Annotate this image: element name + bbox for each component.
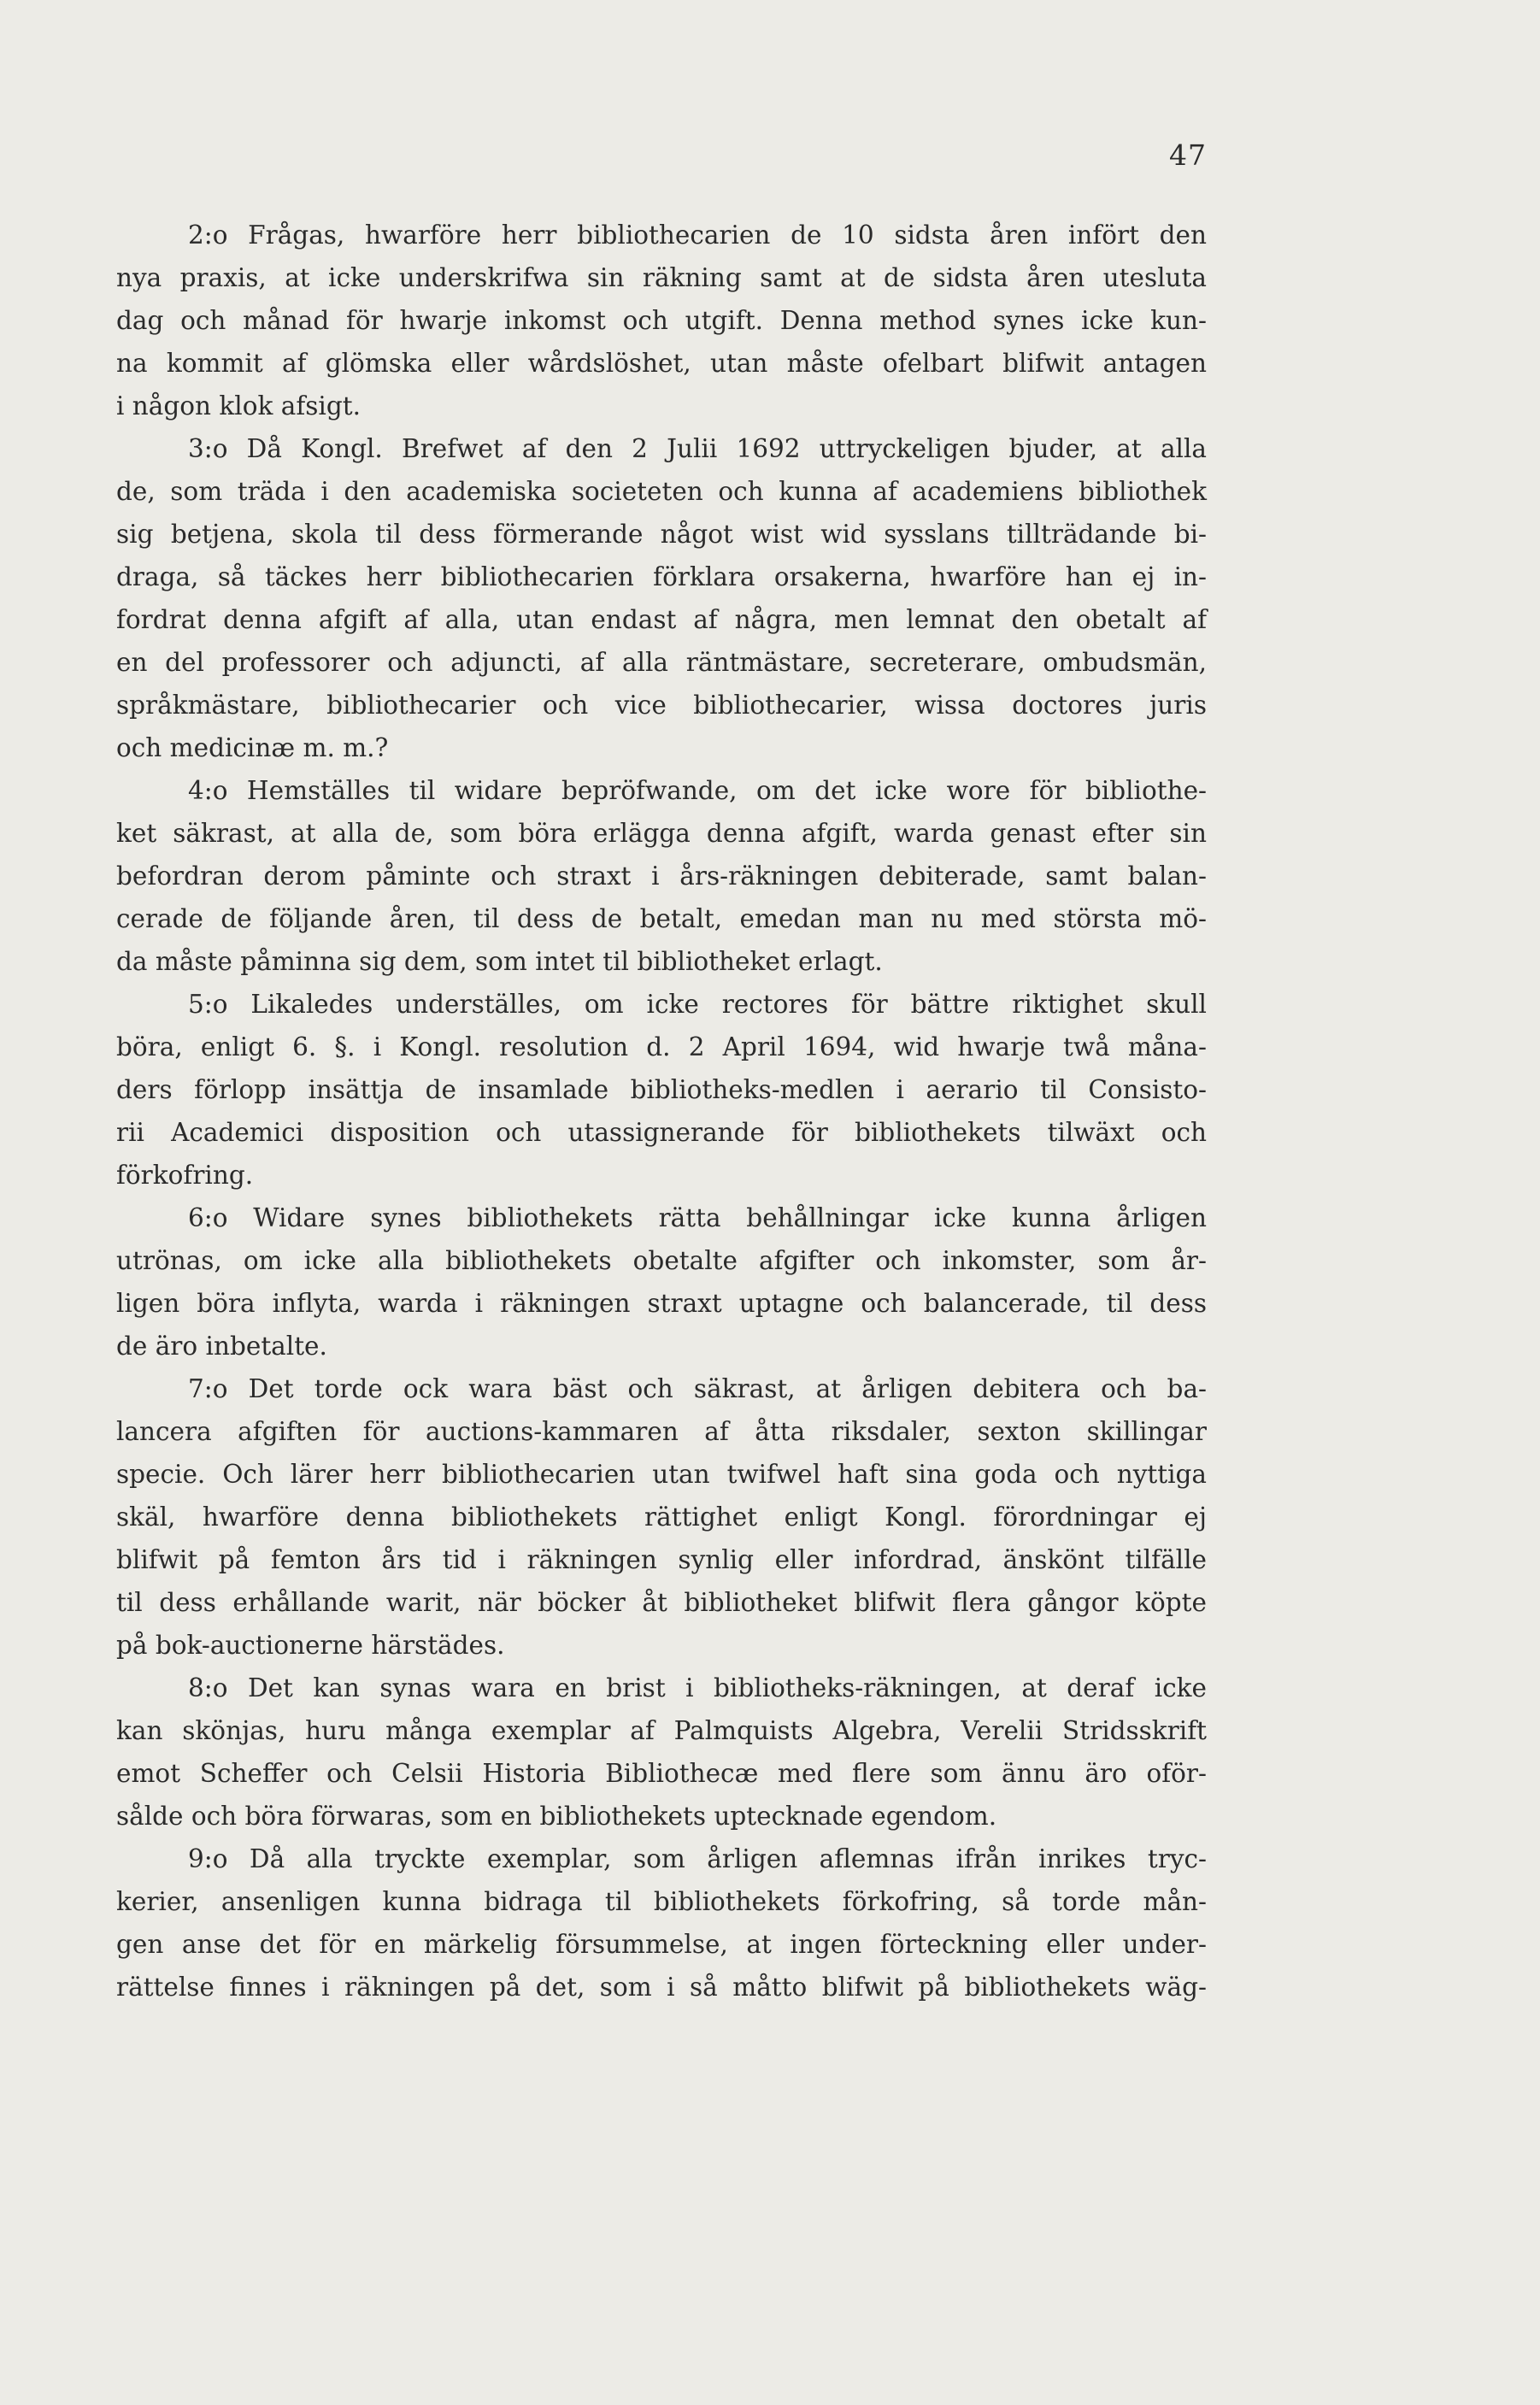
- page-number: 47: [1169, 138, 1207, 172]
- text-line: na kommit af glömska eller wårdslöshet, utan måste ofelbart blifwit antagen: [116, 349, 1207, 378]
- text-line: gen anse det för en märkelig försummelse, at ingen förteckning eller under-: [116, 1930, 1207, 1959]
- text-line: dag och månad för hwarje inkomst och utgift. Denna method synes icke kun-: [116, 306, 1207, 335]
- text-line: en del professorer och adjuncti, af alla räntmästare, secreterare, ombudsmän,: [116, 648, 1207, 677]
- text-line: draga, så täckes herr bibliothecarien förklara orsakerna, hwarföre han ej in-: [116, 562, 1207, 591]
- text-line: blifwit på femton års tid i räkningen synlig eller infordrad, änskönt tilfälle: [116, 1545, 1207, 1574]
- text-line: til dess erhållande warit, när böcker åt bibliotheket blifwit flera gångor köpte: [116, 1588, 1207, 1617]
- text-line: 2:o Frågas, hwarföre herr bibliothecarien de 10 sidsta åren infört den: [188, 221, 1207, 250]
- text-line: ket säkrast, at alla de, som böra erlägga denna afgift, warda genast efter sin: [116, 819, 1207, 848]
- body-text: [116, 214, 1207, 2008]
- text-line: utrönas, om icke alla bibliothekets obetalte afgifter och inkomster, som år-: [116, 1246, 1207, 1275]
- text-line: de, som träda i den academiska societeten och kunna af academiens bibliothek: [116, 477, 1207, 506]
- text-line: 8:o Det kan synas wara en brist i bibliotheks-räkningen, at deraf icke: [188, 1673, 1207, 1702]
- text-line: på bok-auctionerne härstädes.: [116, 1631, 505, 1660]
- text-line: kerier, ansenligen kunna bidraga til bibliothekets förkofring, så torde mån-: [116, 1887, 1207, 1916]
- text-line: nya praxis, at icke underskrifwa sin räkning samt at de sidsta åren utesluta: [116, 263, 1207, 292]
- text-line: emot Scheffer och Celsii Historia Bibliothecæ med flere som ännu äro oför-: [116, 1759, 1207, 1788]
- text-line: 6:o Widare synes bibliothekets rätta behållningar icke kunna årligen: [188, 1203, 1207, 1232]
- text-line: rii Academici disposition och utassignerande för bibliothekets tilwäxt och: [116, 1118, 1207, 1147]
- text-line: befordran derom påminte och straxt i års-räkningen debiterade, samt balan-: [116, 861, 1207, 891]
- text-line: skäl, hwarföre denna bibliothekets rättighet enligt Kongl. förordningar ej: [116, 1502, 1207, 1532]
- text-line: cerade de följande åren, til dess de betalt, emedan man nu med största mö-: [116, 904, 1207, 933]
- text-line: lancera afgiften för auctions-kammaren af åtta riksdaler, sexton skillingar: [116, 1417, 1207, 1446]
- text-line: sig betjena, skola til dess förmerande något wist wid sysslans tillträdande bi-: [116, 520, 1207, 549]
- text-line: ligen böra inflyta, warda i räkningen straxt uptagne och balancerade, til dess: [116, 1289, 1207, 1318]
- text-line: böra, enligt 6. §. i Kongl. resolution d. 2 April 1694, wid hwarje twå måna-: [116, 1032, 1207, 1061]
- text-line: fordrat denna afgift af alla, utan endast af några, men lemnat den obetalt af: [116, 605, 1207, 634]
- text-line: specie. Och lärer herr bibliothecarien utan twifwel haft sina goda och nyttiga: [116, 1460, 1207, 1489]
- text-line: 7:o Det torde ock wara bäst och säkrast, at årligen debitera och ba-: [188, 1374, 1207, 1403]
- text-line: 5:o Likaledes underställes, om icke rectores för bättre riktighet skull: [188, 990, 1207, 1019]
- text-line: och medicinæ m. m.?: [116, 733, 389, 762]
- text-line: 3:o Då Kongl. Brefwet af den 2 Julii 1692 uttryckeligen bjuder, at alla: [188, 434, 1207, 463]
- text-line: kan skönjas, huru många exemplar af Palmquists Algebra, Verelii Stridsskrift: [116, 1716, 1207, 1745]
- text-line: språkmästare, bibliothecarier och vice bibliothecarier, wissa doctores juris: [116, 691, 1207, 720]
- text-line: sålde och böra förwaras, som en bibliothekets uptecknade egendom.: [116, 1802, 997, 1831]
- text-line: rättelse finnes i räkningen på det, som i så måtto blifwit på bibliothekets wäg-: [116, 1973, 1207, 2002]
- text-line: da måste påminna sig dem, som intet til bibliotheket erlagt.: [116, 947, 883, 976]
- text-line: de äro inbetalte.: [116, 1332, 327, 1361]
- text-line: 4:o Hemställes til widare bepröfwande, om det icke wore för bibliothe-: [188, 776, 1207, 805]
- text-line: ders förlopp insättja de insamlade bibliotheks-medlen i aerario til Consisto-: [116, 1075, 1207, 1104]
- text-line: i någon klok afsigt.: [116, 391, 361, 420]
- text-line: förkofring.: [116, 1161, 254, 1190]
- text-line: 9:o Då alla tryckte exemplar, som årligen aflemnas ifrån inrikes tryc-: [188, 1844, 1207, 1873]
